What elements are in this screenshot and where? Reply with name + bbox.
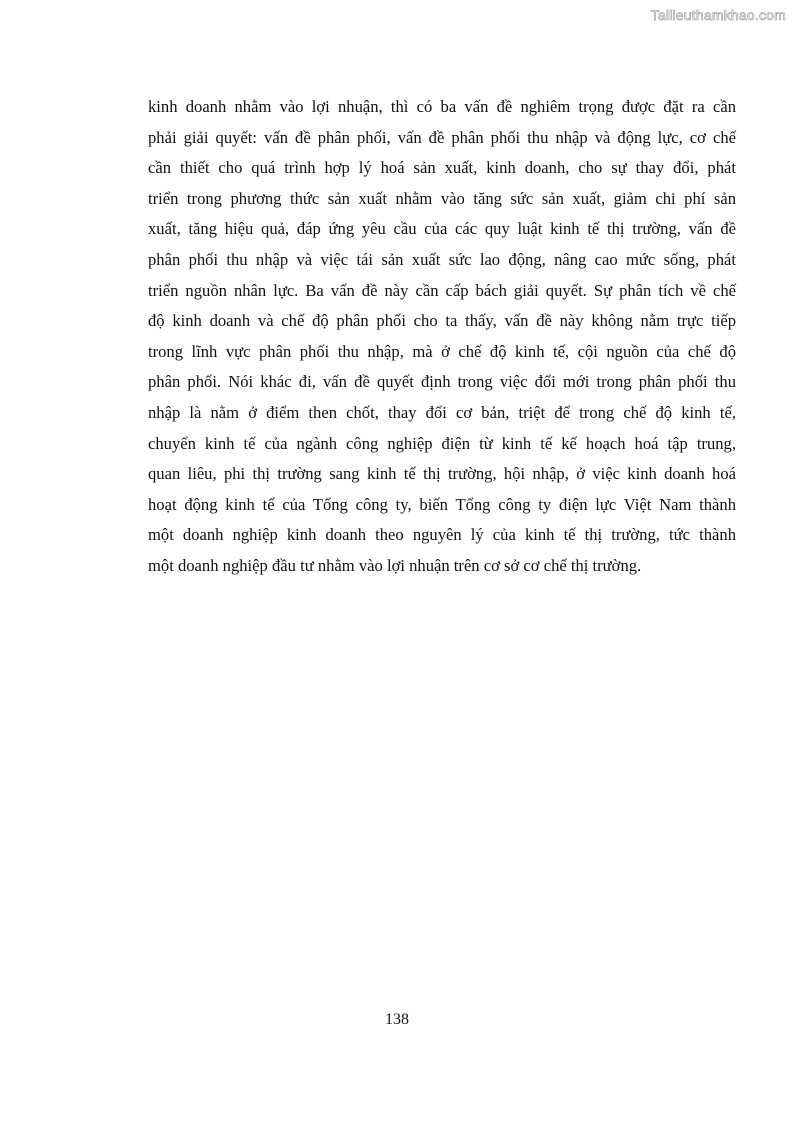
paragraph-line: phân phối thu nhập và việc tái sản xuất sức lao động, nâng cao mức sống, phát [148,249,736,269]
paragraph-line: phân phối. Nói khác đi, vấn đề quyết định trong việc đổi mới trong phân phối thu [148,372,736,392]
watermark: Tailieuthamkhao.com [650,7,786,23]
paragraph-line: quan liêu, phi thị trường sang kinh tế thị trường, hội nhập, ở việc kinh doanh hoá [148,464,736,484]
paragraph-line: triển trong phương thức sản xuất nhằm vào tăng sức sản xuất, giảm chi phí sản [148,188,736,208]
body-paragraph [148,92,736,582]
paragraph-line: kinh doanh nhằm vào lợi nhuận, thì có ba vấn đề nghiêm trọng được đặt ra cần [148,97,736,116]
paragraph-line: cần thiết cho quá trình hợp lý hoá sản xuất, kinh doanh, cho sự thay đổi, phát [148,158,736,178]
paragraph-line: chuyển kinh tế của ngành công nghiệp điện từ kinh tế kế hoạch hoá tập trung, [148,433,736,453]
paragraph-line: hoạt động kinh tế của Tổng công ty, biến Tổng công ty điện lực Việt Nam thành [148,494,736,514]
paragraph-line: một doanh nghiệp kinh doanh theo nguyên lý của kinh tế thị trường, tức thành [148,525,736,545]
paragraph-line: triển nguồn nhân lực. Ba vấn đề này cần cấp bách giải quyết. Sự phân tích về chế [148,280,736,300]
paragraph-line: một doanh nghiệp đầu tư nhằm vào lợi nhuận trên cơ sở cơ chế thị trường. [148,555,642,575]
paragraph-line: nhập là nằm ở điểm then chốt, thay đổi cơ bản, triệt để trong chế độ kinh tế, [148,402,736,422]
page-number: 138 [385,1011,409,1028]
paragraph-line: trong lĩnh vực phân phối thu nhập, mà ở chế độ kinh tế, cội nguồn của chế độ [148,341,736,361]
paragraph-line: phải giải quyết: vấn đề phân phối, vấn đề phân phối thu nhập và động lực, cơ chế [148,127,736,147]
paragraph-line: xuất, tăng hiệu quả, đáp ứng yêu cầu của các quy luật kinh tế thị trường, vấn đề [148,219,736,239]
paragraph-line: độ kinh doanh và chế độ phân phối cho ta thấy, vấn đề này không nằm trực tiếp [148,311,736,331]
